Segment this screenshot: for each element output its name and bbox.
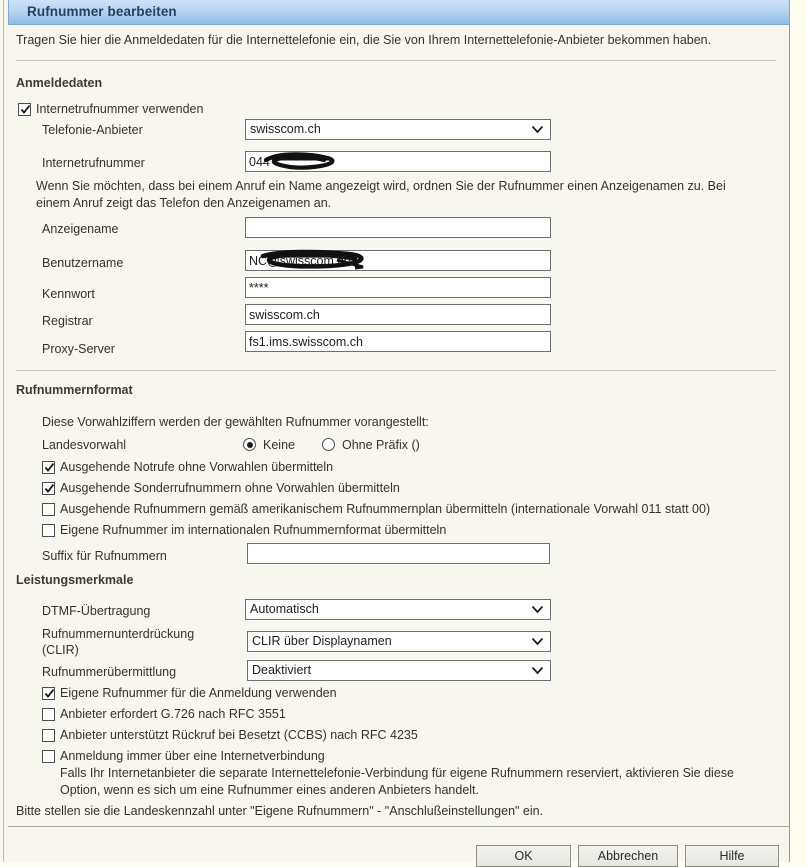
footnote-text: Bitte stellen sie die Landeskennzahl unter "Eigene Rufnummern" - "Anschlußeinstellungen" ein. [16,804,544,818]
select-rufnummeruebermittlung[interactable] [247,660,551,681]
checkbox-sonderrufnummern-ohne-vorwahlen[interactable] [42,482,55,495]
checkbox-label-internetrufnummer-verwenden: Internetrufnummer verwenden [36,102,204,116]
select-telefonie-anbieter-value: swisscom.ch [250,122,321,136]
hint-text-line1: Falls Ihr Internetanbieter die separate Internettelefonie-Verbindung für eigene Rufnummern reserviert, aktivieren Sie diese [60,766,734,780]
select-rufnummernunterdrueckung-value: CLIR über Displaynamen [252,634,392,648]
section-title-leistungsmerkmale: Leistungsmerkmale [16,573,134,587]
checkbox-anmeldung-internetverbindung[interactable] [42,750,55,763]
chevron-down-icon [531,120,544,139]
checkbox-amerikanischer-rufnummernplan[interactable] [42,503,55,516]
section-title-rufnummernformat: Rufnummernformat [16,383,133,397]
checkbox-label-amerikanischer-rufnummernplan: Ausgehende Rufnummern gemäß amerikanischem Rufnummernplan übermitteln (internationale Vorwahl 011 statt 00) [60,502,711,516]
select-dtmf-uebertragung[interactable] [245,599,551,620]
divider-intro [16,60,776,61]
label-dtmf-uebertragung: DTMF-Übertragung [42,604,151,618]
input-suffix-fuer-rufnummern[interactable] [247,543,550,564]
radio-selected-dot [247,442,253,448]
label-rufnummeruebermittlung-text: Rufnummerübermittlung [42,665,177,679]
checkbox-internationales-rufnummernformat[interactable] [42,524,55,537]
label-landesvorwahl: Landesvorwahl [42,438,127,452]
input-kennwort[interactable] [245,277,551,298]
checkbox-g726-rfc3551[interactable] [42,708,55,721]
label-internetrufnummer: Internetrufnummer [42,156,145,170]
label-benutzername: Benutzername [42,256,124,270]
radio-label-landesvorwahl-ohne-praefix: Ohne Präfix () [342,438,420,452]
select-telefonie-anbieter[interactable] [245,119,551,140]
checkbox-label-internationales-rufnummernformat: Eigene Rufnummer im internationalen Rufnummernformat übermitteln [60,523,447,537]
radio-landesvorwahl-keine[interactable] [243,438,256,451]
input-internetrufnummer[interactable] [245,151,551,172]
cancel-button[interactable]: Abbrechen [578,845,678,867]
select-rufnummernunterdrueckung[interactable] [247,631,551,652]
input-proxy-server[interactable] [245,331,551,352]
label-proxy-server: Proxy-Server [42,342,115,356]
checkbox-label-ccbs-rfc4235: Anbieter unterstützt Rückruf bei Besetzt (CCBS) nach RFC 4235 [60,728,418,742]
section-title-anmeldedaten: Anmeldedaten [16,76,103,90]
radio-landesvorwahl-ohne-praefix[interactable] [322,438,335,451]
page-title: Rufnummer bearbeiten [27,4,177,19]
chevron-down-icon [531,632,544,651]
ok-button[interactable]: OK [476,845,571,867]
checkbox-eigene-rufnummer-anmeldung[interactable] [42,687,55,700]
label-suffix-fuer-rufnummern: Suffix für Rufnummern [42,549,167,563]
label-rufnummeruebermittlung [42,665,176,679]
chevron-down-icon [531,600,544,619]
label-rufnummernunterdrueckung-line2: (CLIR) [42,643,79,657]
helper-text-line2: einem Anruf zeigt das Telefon den Anzeigenamen an. [36,196,332,210]
radio-label-landesvorwahl-keine: Keine [263,438,295,452]
rufnummernformat-description: Diese Vorwahlziffern werden der gewählten Rufnummer vorangestellt: [42,415,429,429]
input-benutzername[interactable] [245,250,551,271]
chevron-down-icon [531,661,544,680]
select-rufnummeruebermittlung-value: Deaktiviert [252,663,312,677]
label-kennwort: Kennwort [42,287,95,301]
checkbox-label-notrufe-ohne-vorwahlen: Ausgehende Notrufe ohne Vorwahlen übermitteln [60,460,334,474]
checkbox-label-eigene-rufnummer-anmeldung: Eigene Rufnummer für die Anmeldung verwenden [60,686,337,700]
divider-rufnummernformat [16,370,776,371]
checkbox-label-g726-rfc3551: Anbieter erfordert G.726 nach RFC 3551 [60,707,286,721]
dialog-content-frame [3,0,789,862]
footer-divider [8,826,790,827]
label-telefonie-anbieter: Telefonie-Anbieter [42,123,143,137]
label-registrar: Registrar [42,314,93,328]
checkbox-ccbs-rfc4235[interactable] [42,729,55,742]
label-anzeigename: Anzeigename [42,222,119,236]
checkbox-label-anmeldung-internetverbindung: Anmeldung immer über eine Internetverbindung [60,749,325,763]
checkbox-notrufe-ohne-vorwahlen[interactable] [42,461,55,474]
help-button[interactable]: Hilfe [685,845,779,867]
checkbox-internetrufnummer-verwenden[interactable] [18,103,31,116]
input-anzeigename[interactable] [245,217,551,238]
checkbox-label-sonderrufnummern-ohne-vorwahlen: Ausgehende Sonderrufnummern ohne Vorwahlen übermitteln [60,481,400,495]
hint-text-line2: Option, wenn es sich um eine Rufnummer eines anderen Anbieters handelt. [60,783,479,797]
helper-text-line1: Wenn Sie möchten, dass bei einem Anruf ein Name angezeigt wird, ordnen Sie der Rufnummer einen Anzeigenamen zu. Bei [36,179,726,193]
intro-text: Tragen Sie hier die Anmeldedaten für die Internettelefonie ein, die Sie von Ihrem Internettelefonie-Anbieter bekommen haben. [16,33,712,47]
dialog-titlebar [8,0,790,25]
select-dtmf-uebertragung-value: Automatisch [250,602,319,616]
label-rufnummernunterdrueckung-line1: Rufnummernunterdrückung [42,627,195,641]
input-registrar[interactable] [245,304,551,325]
